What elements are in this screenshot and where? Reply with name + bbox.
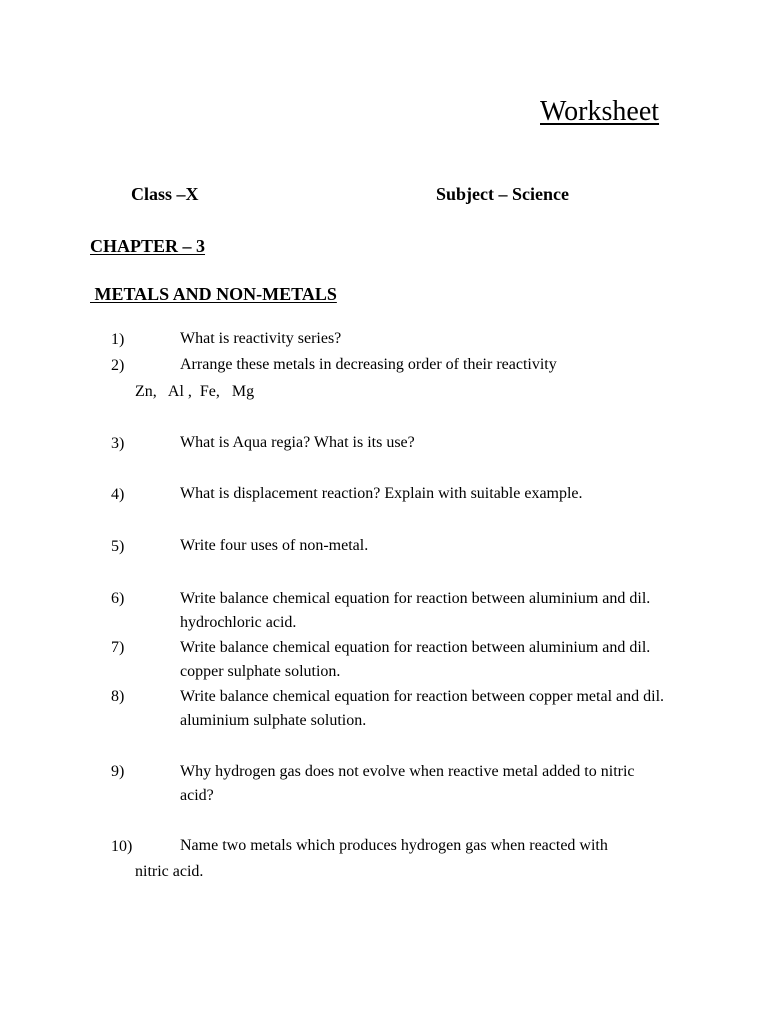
question-text: Write balance chemical equation for reaction between copper metal and dil. aluminium sulphate solution.: [180, 688, 665, 729]
question-text: Arrange these metals in decreasing order of their reactivity: [180, 356, 557, 373]
question-number: 2): [111, 357, 125, 374]
question-number: 1): [111, 331, 125, 348]
class-label: Class –X: [131, 184, 199, 204]
question-number: 9): [111, 763, 125, 780]
question-text: Write balance chemical equation for reaction between aluminium and dil. copper sulphate solution.: [180, 639, 651, 680]
question-number: 8): [111, 688, 125, 705]
question-text: Write balance chemical equation for reaction between aluminium and dil. hydrochloric acid.: [180, 590, 651, 631]
topic-heading: METALS AND NON-METALS: [90, 284, 337, 304]
question-number: 7): [111, 639, 125, 656]
chapter-heading: CHAPTER – 3: [90, 236, 206, 256]
question-number: 6): [111, 590, 125, 607]
question-text: Why hydrogen gas does not evolve when reactive metal added to nitric acid?: [180, 763, 635, 804]
question-text: What is reactivity series?: [180, 330, 342, 347]
question-subtext: nitric acid.: [135, 863, 204, 880]
question-number: 4): [111, 486, 125, 503]
question-text: What is displacement reaction? Explain with suitable example.: [180, 485, 583, 502]
question-text: Write four uses of non-metal.: [180, 537, 369, 554]
subject-label: Subject – Science: [436, 184, 569, 204]
question-subtext: Zn, Al , Fe, Mg: [135, 383, 255, 400]
worksheet-title: Worksheet: [540, 96, 660, 127]
question-number: 5): [111, 538, 125, 555]
question-number: 3): [111, 435, 125, 452]
question-text: What is Aqua regia? What is its use?: [180, 434, 415, 451]
question-number: 10): [111, 838, 133, 855]
question-text: Name two metals which produces hydrogen gas when reacted with: [180, 837, 608, 854]
